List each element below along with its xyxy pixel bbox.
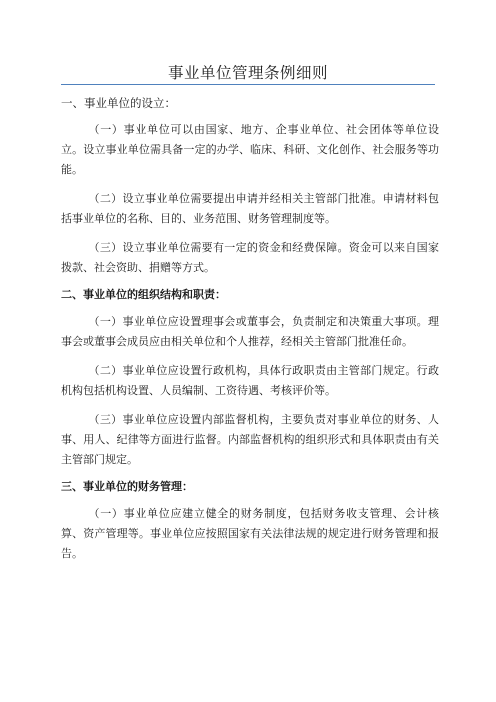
title-underline bbox=[61, 84, 435, 85]
section-3-paragraph-1: （一）事业单位应建立健全的财务制度，包括财务收支管理、会计核算、资产管理等。事业单位应按照国家有关法律法规的规定进行财务管理和报告。 bbox=[61, 507, 439, 560]
section-1-paragraph-2: （二）设立事业单位需要提出申请并经相关主管部门批准。申请材料包括事业单位的名称、目的、业务范围、财务管理制度等。 bbox=[61, 192, 439, 225]
section-heading-2: 二、事业单位的组织结构和职责： bbox=[61, 288, 226, 301]
section-1-paragraph-1: （一）事业单位可以由国家、地方、企事业单位、社会团体等单位设立。设立事业单位需具备一定的办学、临床、科研、文化创作、社会服务等功能。 bbox=[61, 123, 439, 176]
section-heading-1: 一、事业单位的设立： bbox=[61, 96, 176, 110]
section-heading-3: 三、事业单位的财务管理： bbox=[61, 480, 193, 493]
section-2-paragraph-2: （二）事业单位应设置行政机构，具体行政职责由主管部门规定。行政机构包括机构设置、人员编制、工资待遇、考核评价等。 bbox=[61, 364, 439, 397]
document-body bbox=[61, 95, 439, 573]
document-title: 事业单位管理条例细则 bbox=[167, 64, 328, 82]
section-2-paragraph-1: （一）事业单位应设置理事会或董事会，负责制定和决策重大事项。理事会或董事会成员应由相关单位和个人推荐，经相关主管部门批准任命。 bbox=[61, 315, 439, 348]
section-2-paragraph-3: （三）事业单位应设置内部监督机构，主要负责对事业单位的财务、人事、用人、纪律等方面进行监督。内部监督机构的组织形式和具体职责由有关主管部门规定。 bbox=[61, 413, 439, 466]
section-1-paragraph-3: （三）设立事业单位需要有一定的资金和经费保障。资金可以来自国家拨款、社会资助、捐赠等方式。 bbox=[61, 241, 439, 274]
